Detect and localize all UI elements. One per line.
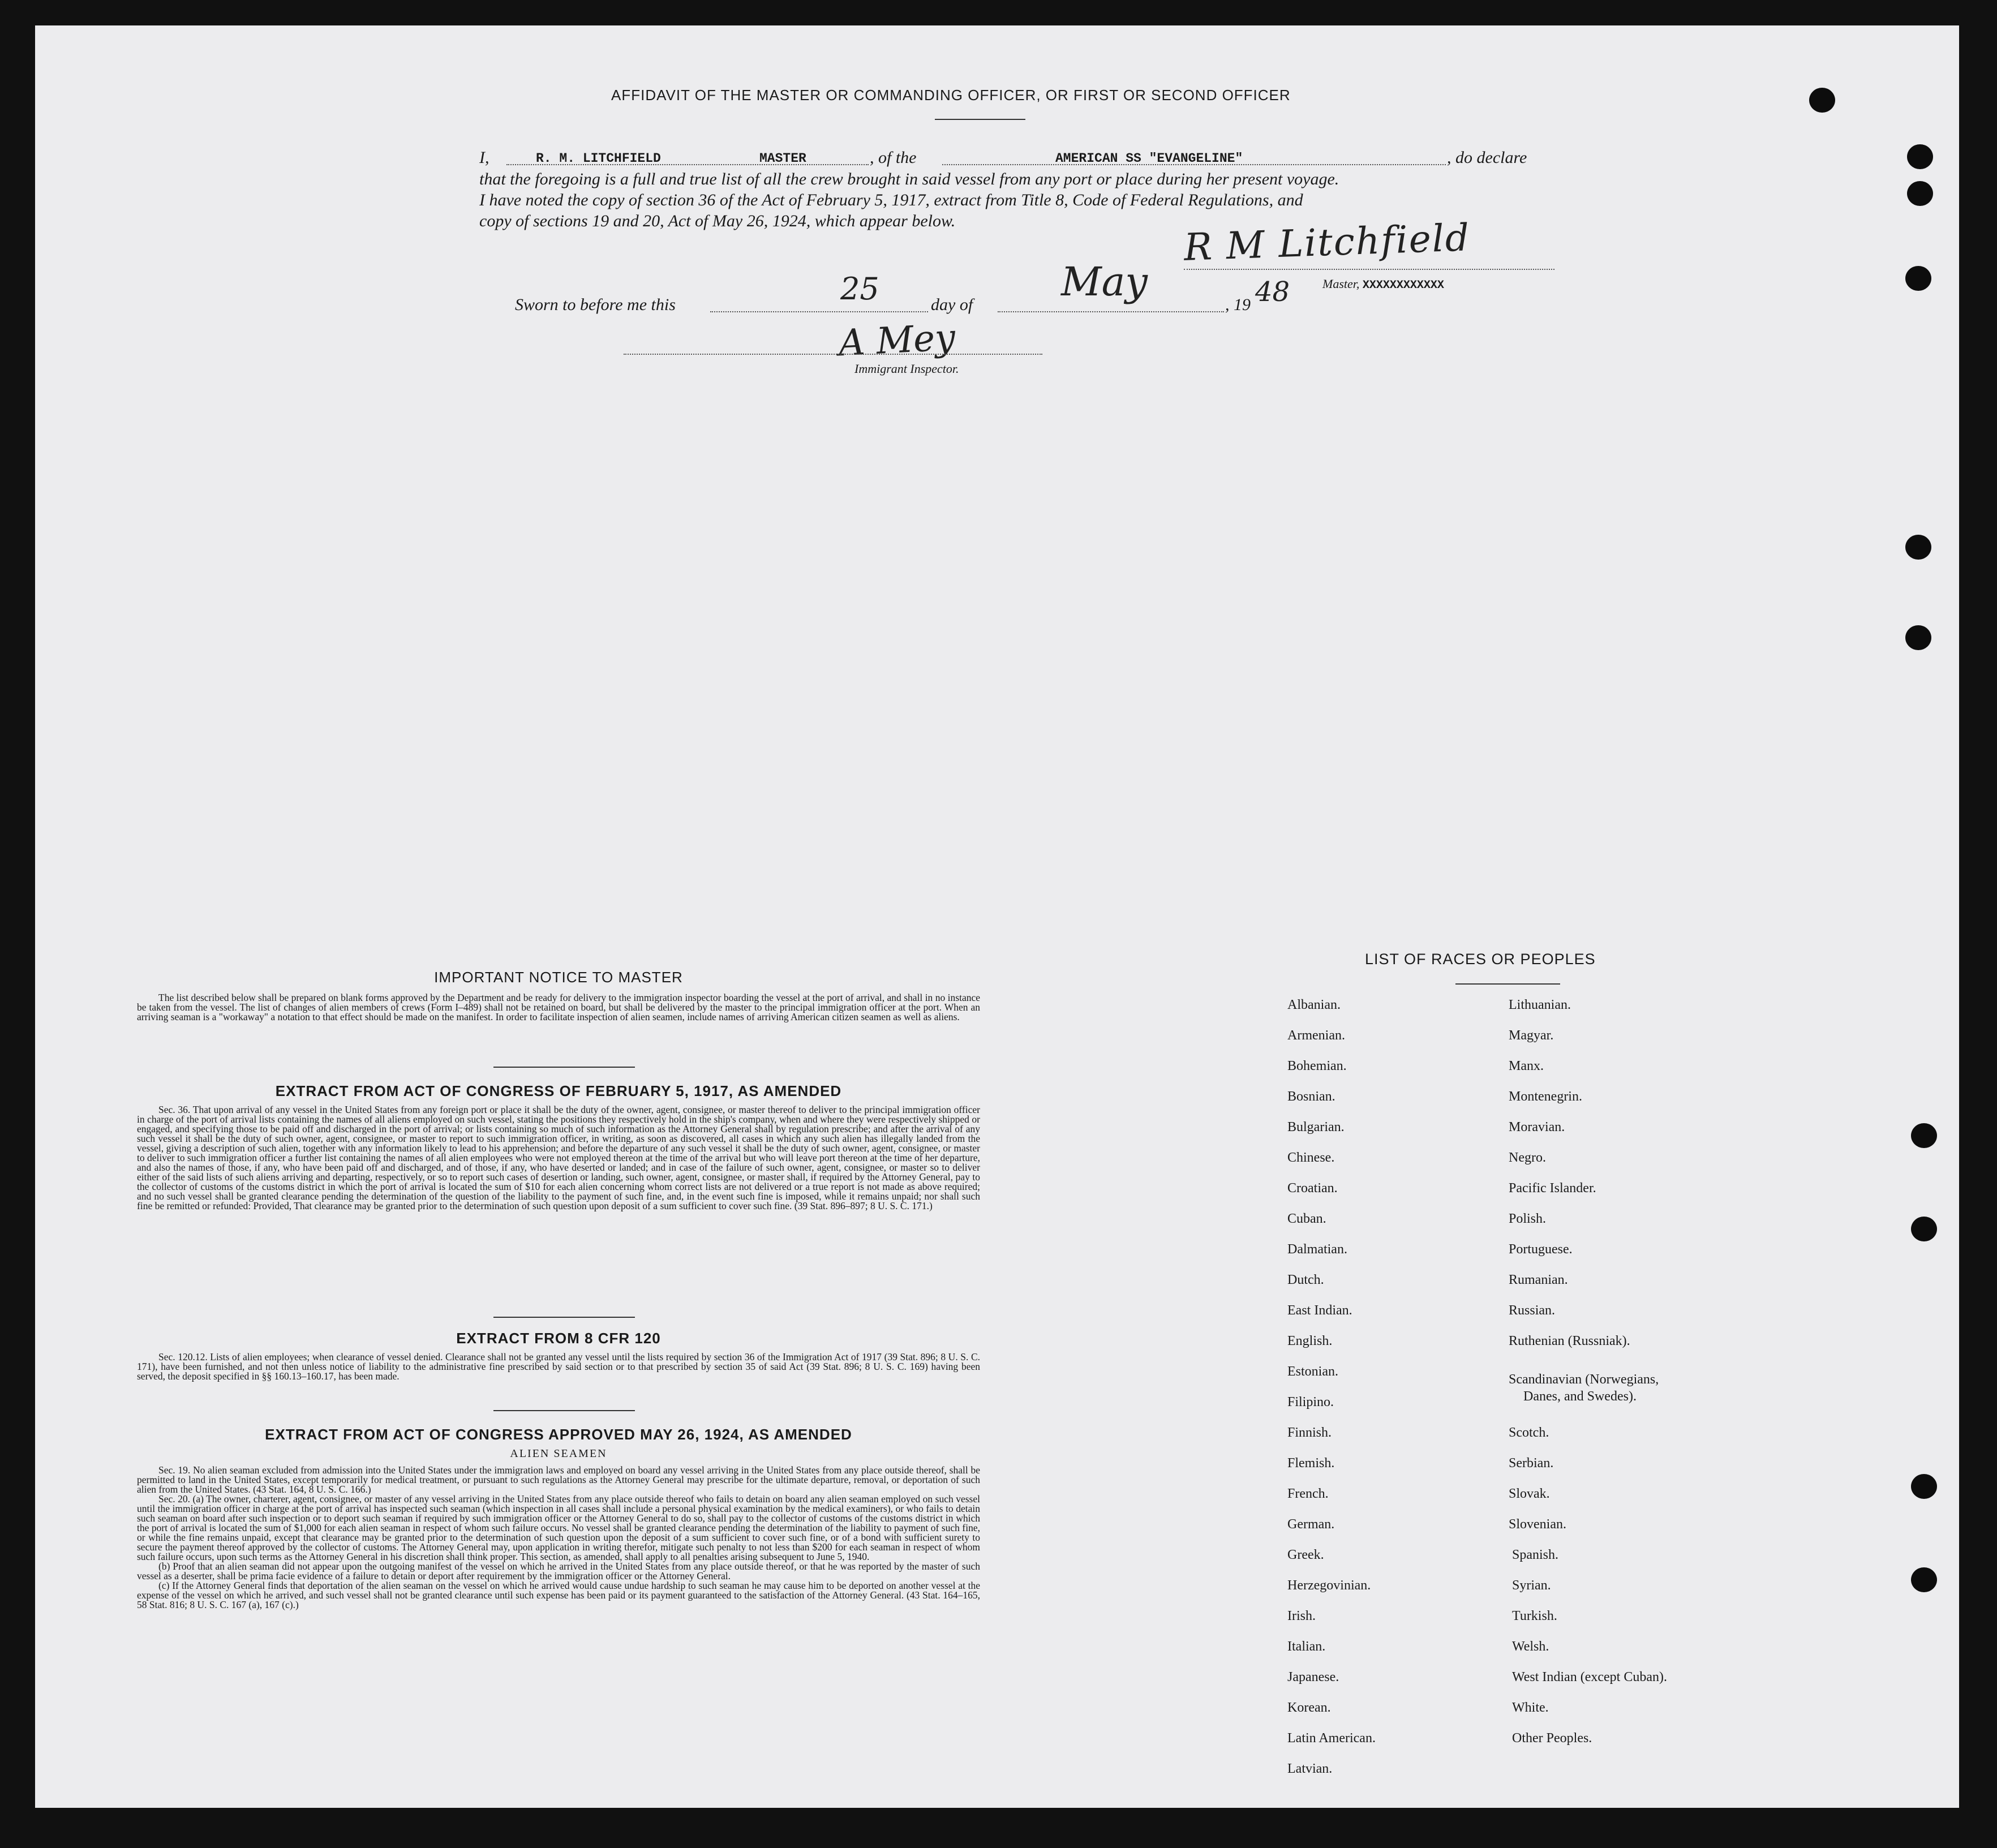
race-left: Dalmatian.	[1287, 1242, 1347, 1257]
race-left: Greek.	[1287, 1548, 1324, 1562]
master-signature-line	[1184, 269, 1554, 270]
extract-1924-heading: EXTRACT FROM ACT OF CONGRESS APPROVED MAY 26, 1924, AS AMENDED	[265, 1426, 852, 1443]
sec19-text: Sec. 19. No alien seaman excluded from admission into the United States under the immigration laws and employed on board any vessel arriving in the United States from any place outside thereof, shall be permitted to land in the United States, except temporarily for medical treatment, or pursuant to such regulations as the Attorney General may prescribe for the ultimate departure, removal, or deportation of such alien from the United States. (43 Stat. 164, 8 U. S. C. 166.)	[137, 1464, 980, 1495]
race-left: Herzegovinian.	[1287, 1578, 1371, 1593]
day-of-text: day of	[931, 295, 973, 314]
race-right: Moravian.	[1509, 1120, 1565, 1134]
sec20a-text: Sec. 20. (a) The owner, charterer, agent, consignee, or master of any vessel arriving in the United States from any place outside thereof who fails to detain on board any alien seaman employed on such vessel until the immigration officer in charge at the port of arrival has inspected such seaman (which inspection in all cases shall include a personal physical examination by the medical examiners), or who fails to detain such seaman on board after such inspection or to deport such seaman if required by such immigration officer or the Attorney General to do so, shall pay to the collector of customs of the customs district in which the port of arrival is located the sum of $1,000 for each alien seaman in respect of whom such failure occurs. No vessel shall be granted clearance pending the determination of the liability to payment of such fine, or while the fine remains unpaid, except that clearance may be granted prior to the determination of such question upon the deposit of a sum sufficient to cover such fine, or of a bond with sufficient surety to secure the payment thereof approved by the collector of customs. The Attorney General may, upon application in writing therefor, mitigate such penalty to not less than $200 for each seaman in respect of whom such failure occurs, upon such terms as the Attorney General in his discretion shall think proper. This section, as amended, shall apply to all penalties arising subsequent to June 5, 1940.	[137, 1493, 980, 1562]
month-blank	[998, 311, 1224, 312]
sec36-text: Sec. 36. That upon arrival of any vessel in the United States from any foreign port or place it shall be the duty of the owner, agent, consignee, or master thereof to deliver to the principal immigration officer in charge of the port of arrival lists containing the names of all aliens employed on such vessel, stating the positions they respectively hold in the ship's company, when and where they were respectively shipped or engaged, and specifying those to be paid off and discharged in the port of arrival; or lists containing so much of such information as the Attorney General shall by regulation prescribe; and after the arrival of any such vessel it shall be the duty of such owner, agent, consignee, or master to report to such immigration officer, in writing, as soon as discovered, all cases in which any such alien has illegally landed from the vessel, giving a description of such alien, together with any information likely to lead to his apprehension; and before the departure of any such vessel it shall be the duty of such owner, agent, consignee, or master to deliver to such immigration officer a further list containing the names of all alien employees who were not employed thereon at the time of the arrival but who will leave port thereon at the time of her departure, and also the names of those, if any, who have been paid off and discharged, and of those, if any, who have deserted or landed; and in case of the failure of such owner, agent, consignee, or master so to deliver either of the said lists of such aliens arriving and departing, respectively, or so to report such cases of desertion or landing, such owner, agent, consignee, or master shall, if required by the Attorney General, pay to the collector of customs of the customs district in which the port of arrival is located the sum of $10 for each alien concerning whom correct lists are not delivered or a true report is not made as above required; and no such vessel shall be granted clearance pending the determination of the question of the liability to the payment of such fine, and, in the event such fine is imposed, while it remains unpaid; nor shall such fine be remitted or refunded: Provided, That clearance may be granted prior to the determination of such question upon deposit of a sum sufficient to cover such fine. (39 Stat. 896–897; 8 U. S. C. 171.)	[137, 1104, 980, 1211]
race-right: West Indian (except Cuban).	[1512, 1670, 1667, 1684]
extract-cfr-body	[137, 1352, 980, 1381]
inspector-label: Immigrant Inspector.	[854, 362, 959, 376]
races-heading: LIST OF RACES OR PEOPLES	[1365, 951, 1596, 968]
race-left: Flemish.	[1287, 1456, 1335, 1471]
race-left: English.	[1287, 1334, 1333, 1348]
race-left: Korean.	[1287, 1700, 1331, 1715]
inspector-signature-line	[624, 354, 1042, 355]
name-blank	[506, 164, 869, 165]
race-right: Danes, and Swedes).	[1523, 1389, 1637, 1404]
master-label: Master,	[1322, 277, 1360, 291]
race-right: Magyar.	[1509, 1028, 1554, 1043]
sec20c-text: (c) If the Attorney General finds that deportation of the alien seaman on the vessel on which he arrived would cause undue hardship to such seaman he may cause him to be deported on another vessel at the expense of the vessel on which he arrived, and such vessel shall not be granted clearance until such expense has been paid or its payment guaranteed to the satisfaction of the Attorney General. (43 Stat. 164–165, 58 Stat. 816; 8 U. S. C. 167 (a), 167 (c).)	[137, 1580, 980, 1610]
race-right: Spanish.	[1512, 1548, 1559, 1562]
vessel-blank	[942, 164, 1446, 165]
race-left: Latin American.	[1287, 1731, 1376, 1746]
punch-hole-icon	[1907, 181, 1933, 206]
race-right: Pacific Islander.	[1509, 1181, 1596, 1196]
race-right: Portuguese.	[1509, 1242, 1573, 1257]
race-left: Bosnian.	[1287, 1089, 1335, 1104]
punch-hole-icon	[1905, 625, 1931, 650]
master-rank: MASTER	[759, 151, 806, 166]
affidavit-title: AFFIDAVIT OF THE MASTER OR COMMANDING OFFICER, OR FIRST OR SECOND OFFICER	[611, 87, 1291, 104]
punch-hole-icon	[1911, 1567, 1937, 1592]
divider-1	[493, 1067, 635, 1068]
race-right: Slovenian.	[1509, 1517, 1566, 1532]
race-right: Lithuanian.	[1509, 998, 1571, 1012]
race-left: Filipino.	[1287, 1395, 1334, 1409]
extract-1917-body	[137, 1105, 980, 1211]
alien-seamen-subheading: ALIEN SEAMEN	[510, 1447, 607, 1460]
race-left: Albanian.	[1287, 998, 1341, 1012]
race-right: Scandinavian (Norwegians,	[1509, 1372, 1659, 1387]
notice-body	[137, 993, 980, 1022]
race-right: Rumanian.	[1509, 1273, 1568, 1287]
race-right: Other Peoples.	[1512, 1731, 1592, 1746]
punch-hole-icon	[1911, 1217, 1937, 1241]
race-right: Russian.	[1509, 1303, 1556, 1318]
race-left: Irish.	[1287, 1609, 1316, 1623]
punch-hole-icon	[1905, 266, 1931, 291]
race-left: French.	[1287, 1486, 1329, 1501]
punch-hole-icon	[1911, 1474, 1937, 1499]
race-right: Syrian.	[1512, 1578, 1551, 1593]
race-left: Dutch.	[1287, 1273, 1324, 1287]
day-blank	[710, 311, 928, 312]
race-right: Serbian.	[1509, 1456, 1554, 1471]
do-declare-text: , do declare	[1447, 148, 1527, 167]
sec20b-text: (b) Proof that an alien seaman did not appear upon the outgoing manifest of the vessel on which he arrived in the United States from any place outside thereof, or that he was reported by the master of such vessel as a deserter, shall be prima facie evidence of a failure to detain or deport after requirement by the immigration officer or the Attorney General.	[137, 1561, 980, 1581]
divider-2	[493, 1317, 635, 1318]
races-divider	[1455, 983, 1560, 985]
race-right: Slovak.	[1509, 1486, 1550, 1501]
sworn-label: Sworn to before me this	[515, 295, 676, 314]
declaration-line-1	[479, 147, 1628, 170]
race-left: Bulgarian.	[1287, 1120, 1345, 1134]
extract-cfr-heading: EXTRACT FROM 8 CFR 120	[456, 1330, 661, 1347]
sec120-text: Sec. 120.12. Lists of alien employees; when clearance of vessel denied. Clearance shall not be granted any vessel until the lists required by section 36 of the Immigration Act of 1917 (39 Stat. 896; 8 U. S. C. 171), have been furnished, and not then unless notice of liability to the administrative fine prescribed by said section or to that prescribed by section 35 of said Act (39 Stat. 896; 8 U. S. C. 169) having been served, the deposit specified in §§ 160.13–160.17, has been made.	[137, 1351, 980, 1382]
extract-1924-body	[137, 1465, 980, 1610]
race-left: Armenian.	[1287, 1028, 1345, 1043]
race-right: Ruthenian (Russniak).	[1509, 1334, 1630, 1348]
declaration-line-4: copy of sections 19 and 20, Act of May 26, 1924, which appear below.	[479, 212, 956, 230]
year-prefix: , 19	[1225, 295, 1251, 314]
declaration-line-2: that the foregoing is a full and true list of all the crew brought in said vessel from any port or place during her present voyage.	[479, 170, 1339, 188]
punch-hole-icon	[1911, 1123, 1937, 1148]
master-name: R. M. LITCHFIELD	[536, 151, 661, 166]
of-the-text: , of the	[870, 148, 917, 167]
notice-heading: IMPORTANT NOTICE TO MASTER	[434, 969, 683, 986]
race-left: Latvian.	[1287, 1761, 1333, 1776]
document-page	[35, 25, 1959, 1808]
race-left: East Indian.	[1287, 1303, 1352, 1318]
race-left: Croatian.	[1287, 1181, 1338, 1196]
master-title	[1322, 273, 1444, 296]
vessel-name: AMERICAN SS "EVANGELINE"	[1055, 151, 1243, 166]
race-left: Cuban.	[1287, 1211, 1326, 1226]
declaration-line-3: I have noted the copy of section 36 of the Act of February 5, 1917, extract from Title 8, Code of Federal Regulations, and	[479, 191, 1303, 209]
sworn-month: May	[1061, 259, 1148, 305]
master-signature: R M Litchfield	[1183, 216, 1471, 269]
race-right: Negro.	[1509, 1150, 1546, 1165]
race-left: Chinese.	[1287, 1150, 1335, 1165]
punch-hole-icon	[1809, 88, 1835, 113]
year-suffix: 48	[1255, 276, 1290, 308]
race-left: Japanese.	[1287, 1670, 1339, 1684]
race-right: White.	[1512, 1700, 1549, 1715]
punch-hole-icon	[1905, 535, 1931, 560]
race-right: Polish.	[1509, 1211, 1547, 1226]
race-left: Estonian.	[1287, 1364, 1338, 1379]
master-struck-text: XXXXXXXXXXXX	[1362, 279, 1444, 292]
race-left: Finnish.	[1287, 1425, 1332, 1440]
race-right: Manx.	[1509, 1059, 1544, 1073]
i-prefix: I,	[479, 148, 489, 167]
punch-hole-icon	[1907, 144, 1933, 169]
race-right: Turkish.	[1512, 1609, 1557, 1623]
race-left: German.	[1287, 1517, 1335, 1532]
race-right: Scotch.	[1509, 1425, 1549, 1440]
divider-3	[493, 1410, 635, 1411]
extract-1917-heading: EXTRACT FROM ACT OF CONGRESS OF FEBRUARY 5, 1917, AS AMENDED	[275, 1082, 842, 1099]
race-right: Welsh.	[1512, 1639, 1549, 1654]
inspector-signature: A Mey	[838, 316, 956, 365]
notice-text: The list described below shall be prepared on blank forms approved by the Department and be ready for delivery to the immigration inspector boarding the vessel at the port of arrival, and shall in no instance be taken from the vessel. The list of changes of alien members of crews (Form I–489) shall not be retained on board, but shall be delivered by the master to the principal immigration officer at the port. When an arriving seaman is a "workaway" a notation to that effect should be made on the manifest. In order to facilitate inspection of alien seamen, include names of arriving American citizen seamen as well as aliens.	[137, 992, 980, 1022]
race-left: Bohemian.	[1287, 1059, 1347, 1073]
race-right: Montenegrin.	[1509, 1089, 1582, 1104]
race-left: Italian.	[1287, 1639, 1326, 1654]
sworn-day: 25	[840, 271, 879, 307]
title-divider	[935, 119, 1025, 120]
